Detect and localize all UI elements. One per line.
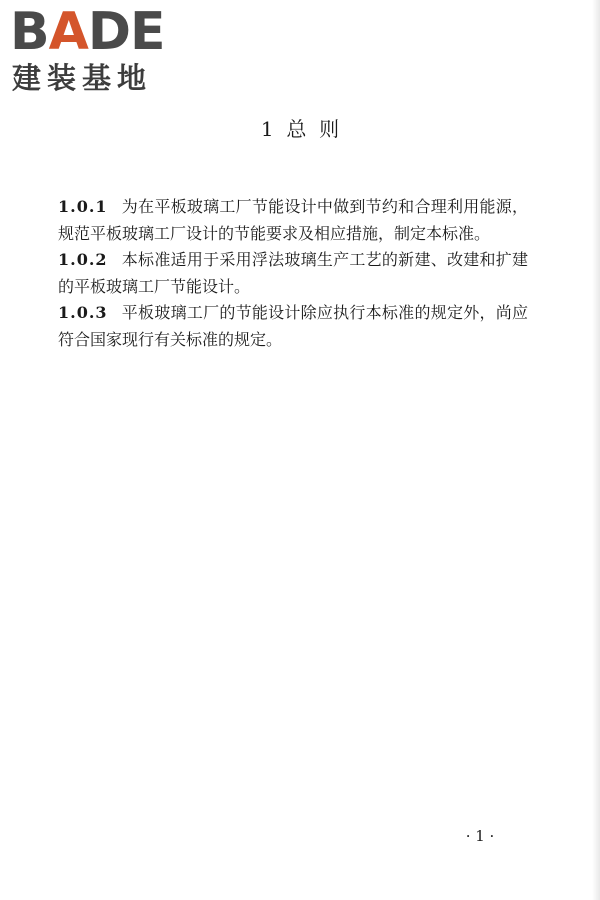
logo-chinese-name: 建装基地	[12, 61, 153, 95]
page-number: · 1 ·	[465, 827, 495, 845]
clause-item	[58, 247, 528, 300]
clause-item	[58, 300, 528, 353]
clause-number: 1.0.3	[58, 303, 108, 322]
clause-text: 平板玻璃工厂的节能设计除应执行本标准的规定外，尚应符合国家现行有关标准的规定。	[58, 303, 528, 349]
logo-letters-de: DE	[87, 2, 165, 62]
logo-letter-b: B	[10, 2, 49, 62]
brand-logo	[10, 4, 180, 99]
clause-number: 1.0.1	[58, 197, 108, 216]
logo-letter-a-accent: A	[48, 2, 88, 62]
logo-wordmark	[10, 4, 165, 60]
clause-list	[58, 194, 528, 353]
chapter-number: 1	[260, 117, 274, 141]
chapter-heading	[0, 114, 600, 144]
chapter-title-text: 总 则	[286, 117, 340, 141]
clause-text: 本标准适用于采用浮法玻璃生产工艺的新建、改建和扩建的平板玻璃工厂节能设计。	[58, 250, 528, 296]
clause-item	[58, 194, 528, 247]
clause-number: 1.0.2	[58, 250, 108, 269]
clause-text: 为在平板玻璃工厂节能设计中做到节约和合理利用能源，规范平板玻璃工厂设计的节能要求及相应措施，制定本标准。	[58, 197, 528, 243]
